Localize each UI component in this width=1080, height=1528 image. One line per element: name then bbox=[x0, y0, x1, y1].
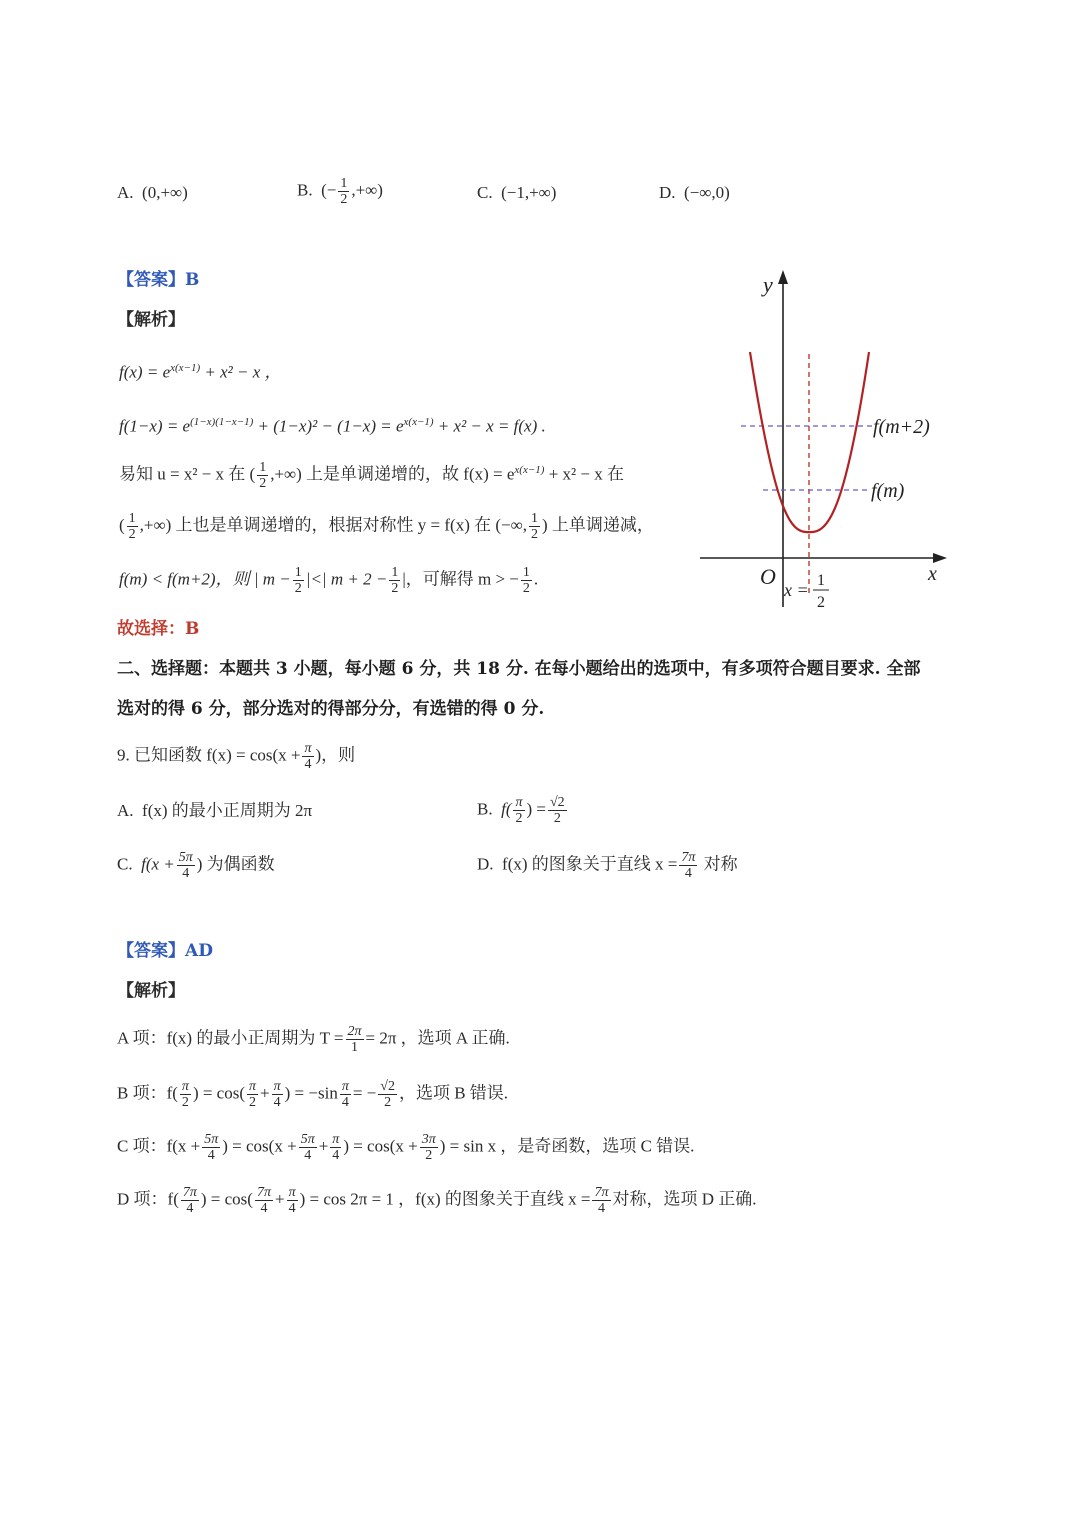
level-label-lower: f(m) bbox=[871, 480, 905, 502]
q9-line-a bbox=[117, 1024, 510, 1055]
math-text: f(x) 的图象关于直线 x = bbox=[502, 854, 678, 874]
option-label: A. bbox=[117, 801, 134, 820]
q8-conclusion: 故选择：B bbox=[117, 619, 200, 639]
frac-num: 7π bbox=[681, 850, 696, 865]
symmetry-axis-label: x = bbox=[784, 580, 809, 600]
frac-den: 2 bbox=[553, 811, 561, 826]
parabola-curve bbox=[750, 352, 869, 532]
x-axis-arrow bbox=[933, 553, 947, 563]
math-text: f(1−x) = e bbox=[119, 416, 191, 436]
frac-den: 2 bbox=[249, 1095, 257, 1110]
frac-den: 2 bbox=[515, 811, 523, 826]
frac-den: 1 bbox=[351, 1040, 358, 1055]
frac-num: π bbox=[515, 795, 523, 810]
option-label: D. bbox=[477, 854, 494, 874]
frac-den: 4 bbox=[304, 757, 312, 772]
frac-den: 4 bbox=[260, 1201, 268, 1216]
section2-line-2: 选对的得 6 分，部分选对的得部分分，有选错的得 0 分. bbox=[117, 699, 545, 719]
exponent: x(x−1) bbox=[403, 416, 434, 428]
q9-option-a bbox=[117, 799, 312, 823]
q8-option-a bbox=[117, 181, 188, 205]
option-text: ,+∞) bbox=[351, 180, 383, 200]
frac-num: 1 bbox=[259, 460, 267, 476]
frac-den: 2 bbox=[391, 581, 399, 596]
math-text: + x² − x 在 bbox=[544, 464, 624, 484]
fraction bbox=[529, 511, 540, 542]
option-value: (−∞,0) bbox=[684, 183, 730, 202]
origin-label: O bbox=[760, 564, 776, 589]
q9-stem bbox=[117, 741, 355, 772]
math-text: ,+∞) 上也是单调递增的，根据对称性 y = f(x) 在 (−∞, bbox=[139, 515, 527, 535]
math-text: f(x + bbox=[141, 854, 175, 874]
q8-answer-tag: 【答案】B bbox=[117, 270, 200, 290]
math-text: f( bbox=[501, 799, 512, 819]
q8-line-3 bbox=[119, 458, 624, 491]
math-text: ) = −sin bbox=[284, 1083, 338, 1103]
frac-den: 2 bbox=[530, 527, 538, 542]
fraction bbox=[293, 565, 304, 596]
math-text: ) = bbox=[526, 799, 546, 819]
frac-num: 2π bbox=[347, 1024, 362, 1039]
q8-option-d bbox=[659, 181, 730, 205]
math-text: ) = cos( bbox=[200, 1189, 253, 1209]
q8-option-c bbox=[477, 181, 556, 205]
frac-den: 2 bbox=[259, 476, 267, 492]
q9-option-b bbox=[477, 795, 569, 826]
frac-num: 1 bbox=[530, 511, 538, 526]
section2-line-1: 二、选择题：本题共 3 小题，每小题 6 分，共 18 分. 在每小题给出的选项中，有多项符合题目要求. 全部 bbox=[117, 659, 921, 679]
exponent: (1−x)(1−x−1) bbox=[190, 416, 254, 428]
frac-den: 4 bbox=[684, 866, 692, 881]
frac-den: 4 bbox=[186, 1201, 194, 1216]
q9-line-d bbox=[117, 1185, 757, 1216]
fraction bbox=[378, 1079, 397, 1110]
fraction bbox=[346, 1024, 364, 1055]
math-text: f(x) = e bbox=[119, 362, 171, 382]
math-text: 对称 bbox=[703, 854, 738, 874]
frac-num: π bbox=[341, 1079, 349, 1094]
frac-den: 4 bbox=[288, 1201, 296, 1216]
q9-option-d bbox=[477, 850, 738, 881]
fraction bbox=[592, 1185, 610, 1216]
math-text: ) = sin x ，是奇函数，选项 C 错误. bbox=[439, 1136, 695, 1156]
option-label: B. bbox=[297, 180, 313, 200]
frac-num: 1 bbox=[340, 176, 348, 191]
frac-num: √2 bbox=[550, 795, 565, 810]
math-text: ) 为偶函数 bbox=[196, 854, 275, 874]
frac-den: 2 bbox=[294, 581, 302, 596]
math-text: 对称，选项 D 正确. bbox=[612, 1189, 757, 1209]
option-value: (−1,+∞) bbox=[501, 183, 557, 202]
math-text: 易知 u = x² − x 在 ( bbox=[119, 464, 256, 484]
fraction bbox=[330, 1132, 341, 1163]
option-text: f(x) 的最小正周期为 2π bbox=[142, 801, 313, 820]
math-text: ，选项 B 错误. bbox=[398, 1083, 509, 1103]
math-text: ,+∞) 上是单调递增的，故 f(x) = e bbox=[270, 464, 515, 484]
q9-option-c bbox=[117, 850, 275, 881]
frac-num: 7π bbox=[182, 1185, 197, 1200]
frac-num: 1 bbox=[522, 565, 530, 580]
frac-den: 4 bbox=[332, 1148, 340, 1163]
frac-num: π bbox=[273, 1079, 281, 1094]
math-text: )，则 bbox=[315, 745, 356, 765]
frac-num: 1 bbox=[391, 565, 399, 580]
math-text: ) = cos( bbox=[192, 1083, 246, 1103]
math-text: + bbox=[260, 1083, 270, 1103]
frac-num: 1 bbox=[294, 565, 302, 580]
fraction bbox=[202, 1132, 220, 1163]
fraction bbox=[287, 1185, 298, 1216]
frac-num: π bbox=[249, 1079, 257, 1094]
symmetry-frac-num: 1 bbox=[817, 572, 825, 589]
q9-answer-tag: 【答案】AD bbox=[117, 941, 213, 961]
fraction bbox=[521, 565, 532, 596]
frac-num: 7π bbox=[594, 1185, 609, 1200]
q8-line-5 bbox=[119, 565, 538, 596]
q9-analysis-tag: 【解析】 bbox=[117, 981, 185, 1001]
fraction bbox=[299, 1132, 317, 1163]
fraction bbox=[255, 1185, 273, 1216]
frac-num: 3π bbox=[421, 1132, 436, 1147]
math-text: D 项：f( bbox=[117, 1189, 179, 1209]
fraction bbox=[513, 795, 524, 826]
math-text: + x² − x = f(x) . bbox=[433, 416, 546, 436]
fraction bbox=[338, 176, 349, 207]
fraction bbox=[389, 565, 400, 596]
math-text: ( bbox=[119, 515, 125, 535]
fraction bbox=[177, 850, 195, 881]
exponent: x(x−1) bbox=[170, 362, 201, 374]
frac-num: π bbox=[181, 1079, 189, 1094]
math-text: |<| m + 2 − bbox=[305, 569, 388, 589]
option-label: A. bbox=[117, 183, 134, 202]
frac-den: 2 bbox=[522, 581, 530, 596]
option-text: (− bbox=[321, 180, 337, 200]
q9-line-c bbox=[117, 1132, 694, 1163]
q8-analysis-tag: 【解析】 bbox=[117, 310, 185, 330]
math-text: B 项：f( bbox=[117, 1083, 178, 1103]
math-text: f(m) < f(m+2)，则 | m − bbox=[119, 569, 291, 589]
q8-line-4 bbox=[119, 511, 654, 542]
option-label: D. bbox=[659, 183, 676, 202]
fraction bbox=[420, 1132, 438, 1163]
frac-num: √2 bbox=[380, 1079, 395, 1094]
fraction bbox=[180, 1079, 191, 1110]
fraction bbox=[272, 1079, 283, 1110]
math-text: ) = cos(x + bbox=[343, 1136, 418, 1156]
frac-den: 4 bbox=[273, 1095, 281, 1110]
x-axis-label: x bbox=[928, 563, 937, 585]
math-text: = 2π ，选项 A 正确. bbox=[365, 1028, 510, 1048]
frac-num: 5π bbox=[178, 850, 193, 865]
q8-option-b bbox=[297, 176, 383, 207]
frac-num: π bbox=[288, 1185, 296, 1200]
math-text: ) 上单调递减， bbox=[541, 515, 654, 535]
math-text: C 项：f(x + bbox=[117, 1136, 201, 1156]
math-text: + bbox=[274, 1189, 285, 1209]
q8-line-2 bbox=[119, 410, 546, 439]
fraction bbox=[679, 850, 697, 881]
option-label: C. bbox=[117, 854, 133, 874]
fraction bbox=[181, 1185, 199, 1216]
frac-den: 4 bbox=[304, 1148, 312, 1163]
fraction bbox=[548, 795, 567, 826]
frac-den: 2 bbox=[128, 527, 136, 542]
symmetry-frac-den: 2 bbox=[817, 594, 825, 611]
y-axis-arrow bbox=[778, 270, 788, 284]
math-text: ) = cos(x + bbox=[222, 1136, 297, 1156]
fraction bbox=[340, 1079, 351, 1110]
math-text: A 项：f(x) 的最小正周期为 T = bbox=[117, 1028, 344, 1048]
math-text: + bbox=[318, 1136, 329, 1156]
q9-line-b bbox=[117, 1079, 508, 1110]
frac-den: 4 bbox=[182, 866, 190, 881]
frac-den: 4 bbox=[207, 1148, 215, 1163]
math-text: |，可解得 m > − bbox=[402, 569, 519, 589]
frac-num: π bbox=[304, 741, 312, 756]
frac-den: 2 bbox=[181, 1095, 189, 1110]
level-label-upper: f(m+2) bbox=[873, 416, 930, 438]
math-text: + (1−x)² − (1−x) = e bbox=[253, 416, 404, 436]
frac-num: 5π bbox=[300, 1132, 315, 1147]
math-text: 9. 已知函数 f(x) = cos(x + bbox=[117, 745, 301, 765]
frac-num: 7π bbox=[256, 1185, 271, 1200]
frac-den: 2 bbox=[425, 1148, 433, 1163]
q8-line-1 bbox=[119, 356, 282, 385]
fraction bbox=[247, 1079, 258, 1110]
frac-num: 1 bbox=[128, 511, 136, 526]
exponent: x(x−1) bbox=[514, 464, 545, 476]
frac-num: 5π bbox=[204, 1132, 219, 1147]
option-label: B. bbox=[477, 799, 493, 819]
frac-den: 4 bbox=[597, 1201, 605, 1216]
option-label: C. bbox=[477, 183, 493, 202]
math-text: . bbox=[533, 569, 539, 589]
fraction bbox=[257, 460, 268, 491]
parabola-graph bbox=[695, 262, 955, 617]
y-axis-label: y bbox=[763, 272, 773, 297]
math-text: = − bbox=[352, 1083, 377, 1103]
option-value: (0,+∞) bbox=[142, 183, 188, 202]
frac-den: 4 bbox=[341, 1095, 349, 1110]
frac-den: 2 bbox=[340, 192, 348, 207]
frac-num: π bbox=[332, 1132, 340, 1147]
frac-den: 2 bbox=[384, 1095, 392, 1110]
math-text: + x² − x ， bbox=[200, 362, 282, 382]
fraction bbox=[302, 741, 313, 772]
math-text: ) = cos 2π = 1 ，f(x) 的图象关于直线 x = bbox=[299, 1189, 591, 1209]
fraction bbox=[127, 511, 138, 542]
